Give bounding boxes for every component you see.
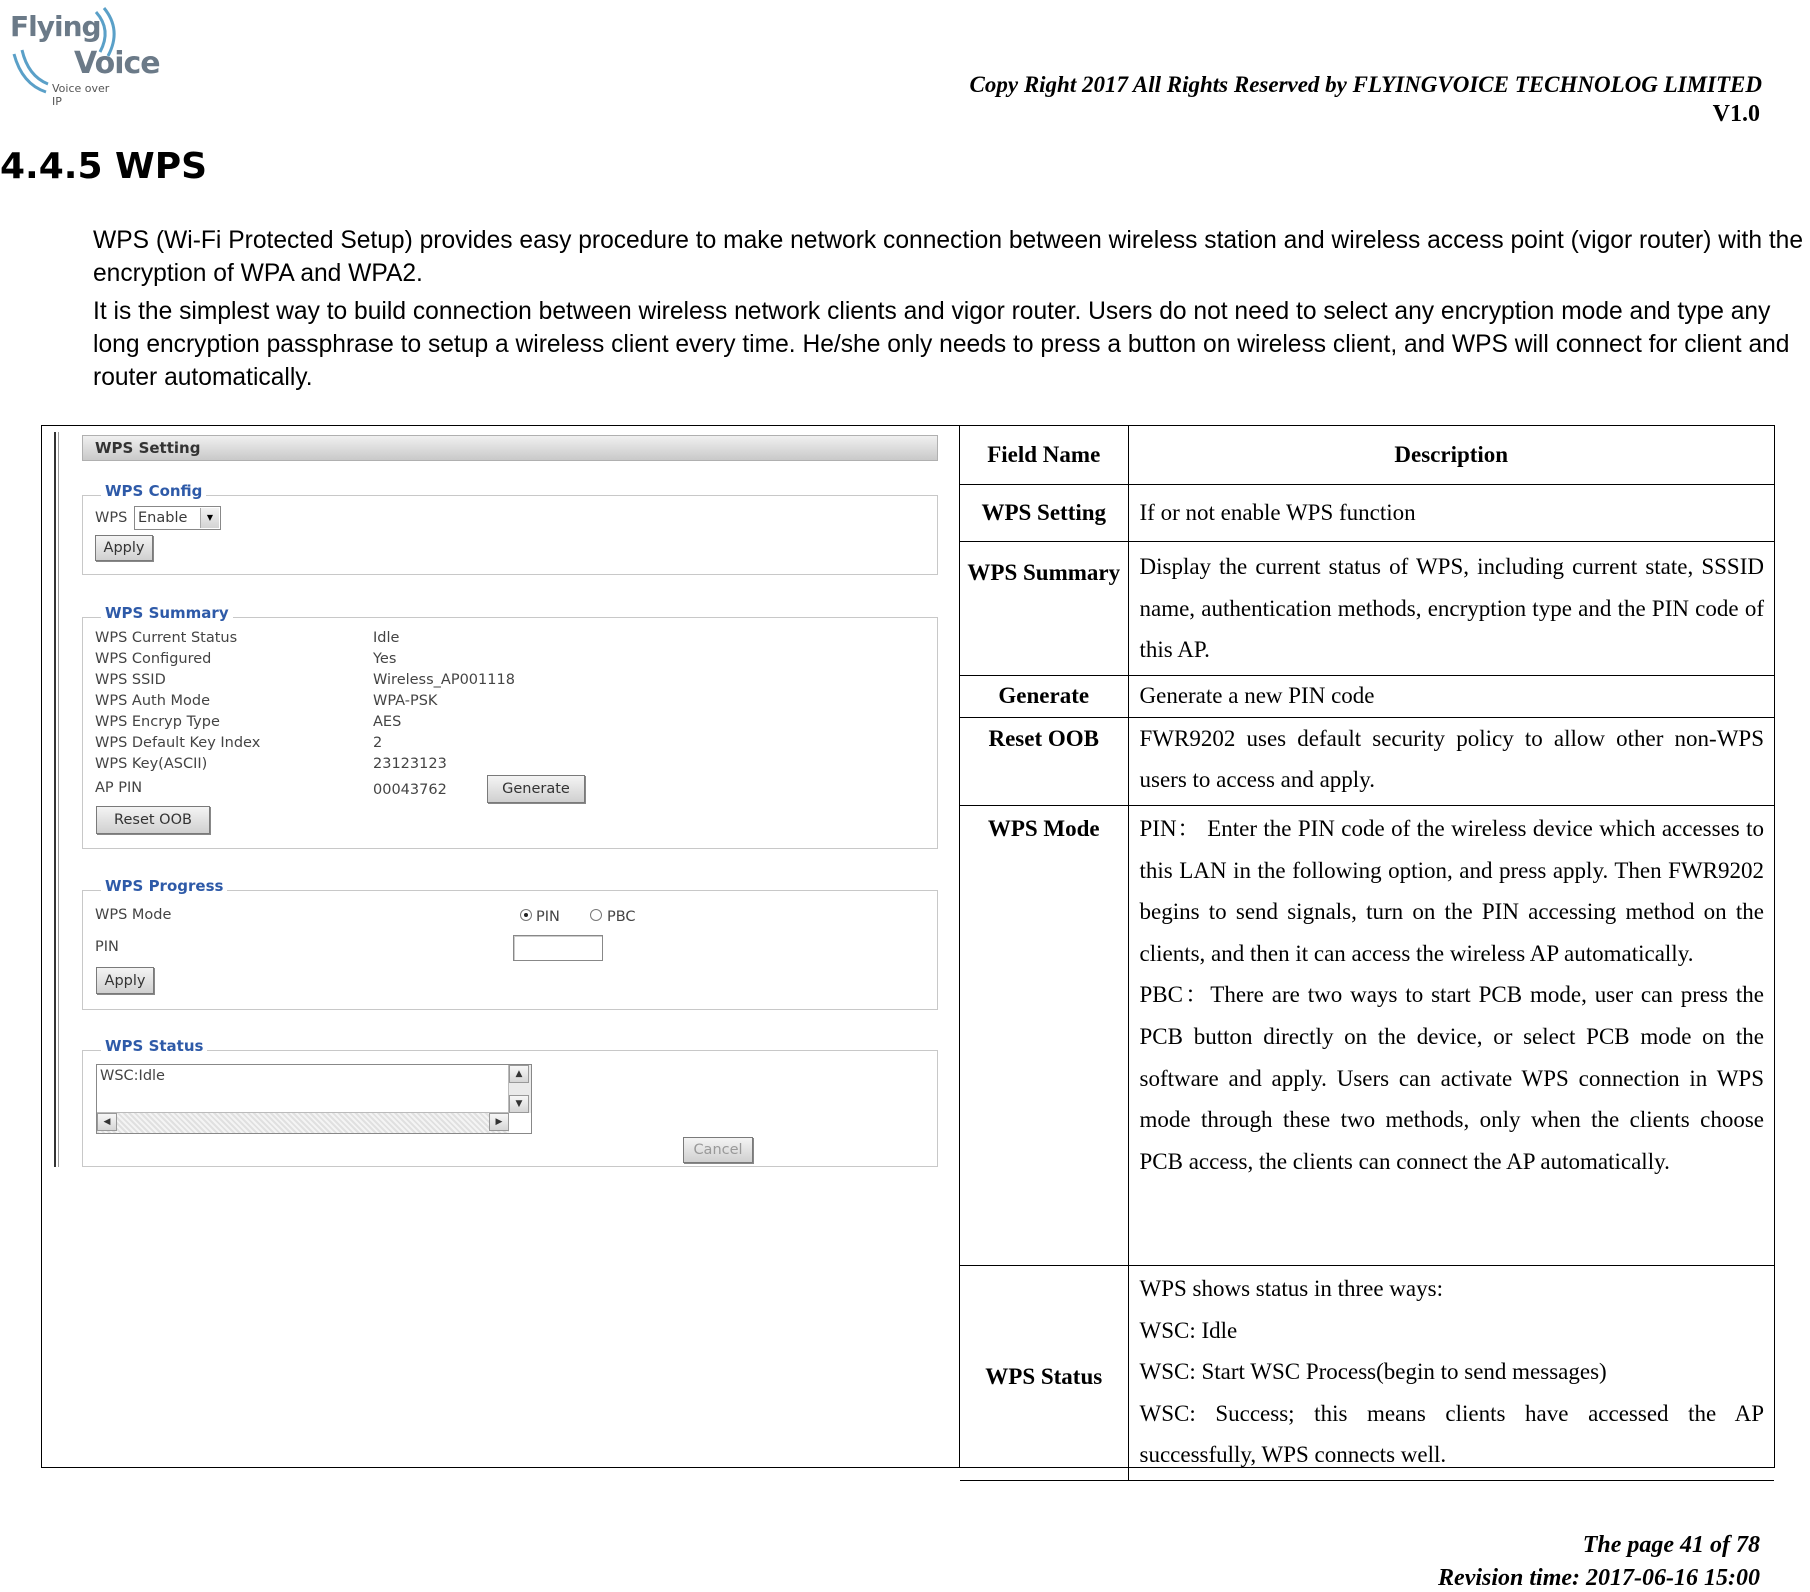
chevron-down-icon: ▼ [200,508,219,528]
document-version: V1.0 [1712,101,1760,127]
revision-time: Revision time: 2017-06-16 15:00 [1438,1565,1760,1591]
wps-label: WPS [95,510,128,526]
pin-radio-label: PIN [536,909,560,925]
ap-pin-value: 00043762 [373,782,447,798]
description-text: WSC: Idle [1139,1317,1238,1343]
summary-row-value: Yes [373,651,397,667]
field-name: WPS Mode [960,805,1128,1265]
wps-status-legend: WPS Status [101,1037,207,1055]
copyright-notice: Copy Right 2017 All Rights Reserved by FLYINGVOICE TECHNOLOG LIMITED [969,72,1762,97]
screenshot-cell [42,426,960,1467]
pin-label: PIN [95,939,119,955]
wps-select-value: Enable [138,510,188,526]
scroll-up-icon[interactable]: ▲ [509,1065,529,1083]
field-description [1128,485,1774,542]
generate-button[interactable]: Generate [487,775,585,803]
field-name: WPS Status [960,1265,1128,1480]
description-text: PIN： Enter the PIN code of the wireless device which accesses to this LAN in the following option, and press apply. Then FWR9202 begins to send signals, turn on the PIN accessing method on the clients, and then it can access the wireless AP automatically. [1139,815,1764,966]
description-text: Generate a new PIN code [1139,683,1375,709]
summary-row-label: AP PIN [95,780,143,796]
wps-config-group [82,482,938,575]
wps-mode-label: WPS Mode [95,907,172,923]
pbc-radio[interactable] [590,909,602,921]
description-text: Display the current status of WPS, including current state, SSSID name, authentication methods, encryption type and the PIN code of this AP. [1139,554,1764,663]
summary-row-label: WPS SSID [95,672,166,688]
description-text: WSC: Start WSC Process(begin to send messages) [1139,1359,1607,1385]
field-name: Generate [960,675,1128,717]
wps-summary-legend: WPS Summary [101,604,233,622]
field-description [1128,717,1774,805]
scroll-left-icon[interactable]: ◀ [97,1113,117,1131]
summary-row-label: WPS Configured [95,651,212,667]
field-name: WPS Setting [960,485,1128,542]
wps-setting-screenshot [54,432,934,1167]
description-text: FWR9202 uses default security policy to allow other non-WPS users to access and apply. [1139,725,1764,793]
field-description [1128,805,1774,1265]
description-text: PBC：There are two ways to start PCB mode, user can press the PCB button directly on the device, or select PCB mode on the software and apply. Users can activate WPS connection in WPS mode through these two methods, only when the clients choose PCB access, the clients can connect the AP automatically. [1139,982,1764,1174]
wps-status-textarea[interactable] [96,1064,532,1134]
progress-apply-button[interactable]: Apply [96,967,154,994]
section-title: 4.4.5 WPS [0,146,208,187]
column-header-field: Field Name [960,426,1128,485]
description-text: If or not enable WPS function [1139,500,1416,526]
summary-row-label: WPS Key(ASCII) [95,756,208,772]
wps-setting-header [82,435,938,461]
field-name: WPS Summary [960,542,1128,676]
intro-text [93,224,1809,399]
wps-progress-group [82,877,938,1010]
summary-row-label: WPS Encryp Type [95,714,220,730]
logo-tagline: Voice over IP [52,82,110,108]
horizontal-scrollbar[interactable] [97,1112,509,1133]
scroll-right-icon[interactable]: ▶ [489,1113,509,1131]
field-name: Reset OOB [960,717,1128,805]
intro-paragraph: WPS (Wi-Fi Protected Setup) provides easy procedure to make network connection between wireless station and wireless access point (vigor router) with the encryption of WPA and WPA2. [93,227,1804,287]
wps-config-legend: WPS Config [101,482,206,500]
config-apply-button[interactable]: Apply [95,535,153,561]
summary-row-label: WPS Auth Mode [95,693,210,709]
field-description [1128,1265,1774,1480]
description-cell [960,426,1774,1467]
field-description [1128,542,1774,676]
reset-oob-button[interactable]: Reset OOB [96,806,210,834]
vertical-scrollbar[interactable] [508,1065,531,1113]
summary-row-value: 23123123 [373,756,447,772]
summary-row-value: Idle [373,630,400,646]
pbc-radio-label: PBC [607,909,636,925]
intro-paragraph: It is the simplest way to build connection between wireless network clients and vigor router. Users do not need to select any encryption mode and type any long encryption passphrase to setup a wireless client every time. He/she only needs to press a button on wireless client, and WPS will connect for client and router automatically. [93,298,1790,391]
summary-row-value: 2 [373,735,383,751]
pin-radio[interactable] [520,909,532,921]
field-description-table [960,426,1774,1481]
wps-progress-legend: WPS Progress [101,877,227,895]
summary-row-value: AES [373,714,402,730]
description-text: WPS shows status in three ways: [1139,1275,1443,1301]
wps-status-text: WSC:Idle [100,1068,165,1084]
flyingvoice-logo [8,4,160,108]
cancel-button[interactable]: Cancel [683,1137,753,1163]
wps-setting-title: WPS Setting [95,439,201,457]
summary-row-label: WPS Current Status [95,630,238,646]
pin-input[interactable] [513,935,603,961]
summary-row-label: WPS Default Key Index [95,735,261,751]
wps-summary-group [82,604,938,849]
summary-row-value: Wireless_AP001118 [373,672,515,688]
column-header-description: Description [1128,426,1774,485]
field-description [1128,675,1774,717]
logo-text-flying: Flying [10,10,101,43]
wps-table [41,425,1775,1468]
page-number: The page 41 of 78 [1582,1532,1760,1558]
scroll-down-icon[interactable]: ▼ [509,1095,529,1113]
wps-status-group [82,1037,938,1167]
summary-row-value: WPA-PSK [373,693,438,709]
wps-enable-select[interactable] [134,506,221,530]
description-text: WSC: Success; this means clients have accessed the AP successfully, WPS connects well. [1139,1400,1764,1468]
logo-text-voice: Voice [74,46,160,81]
